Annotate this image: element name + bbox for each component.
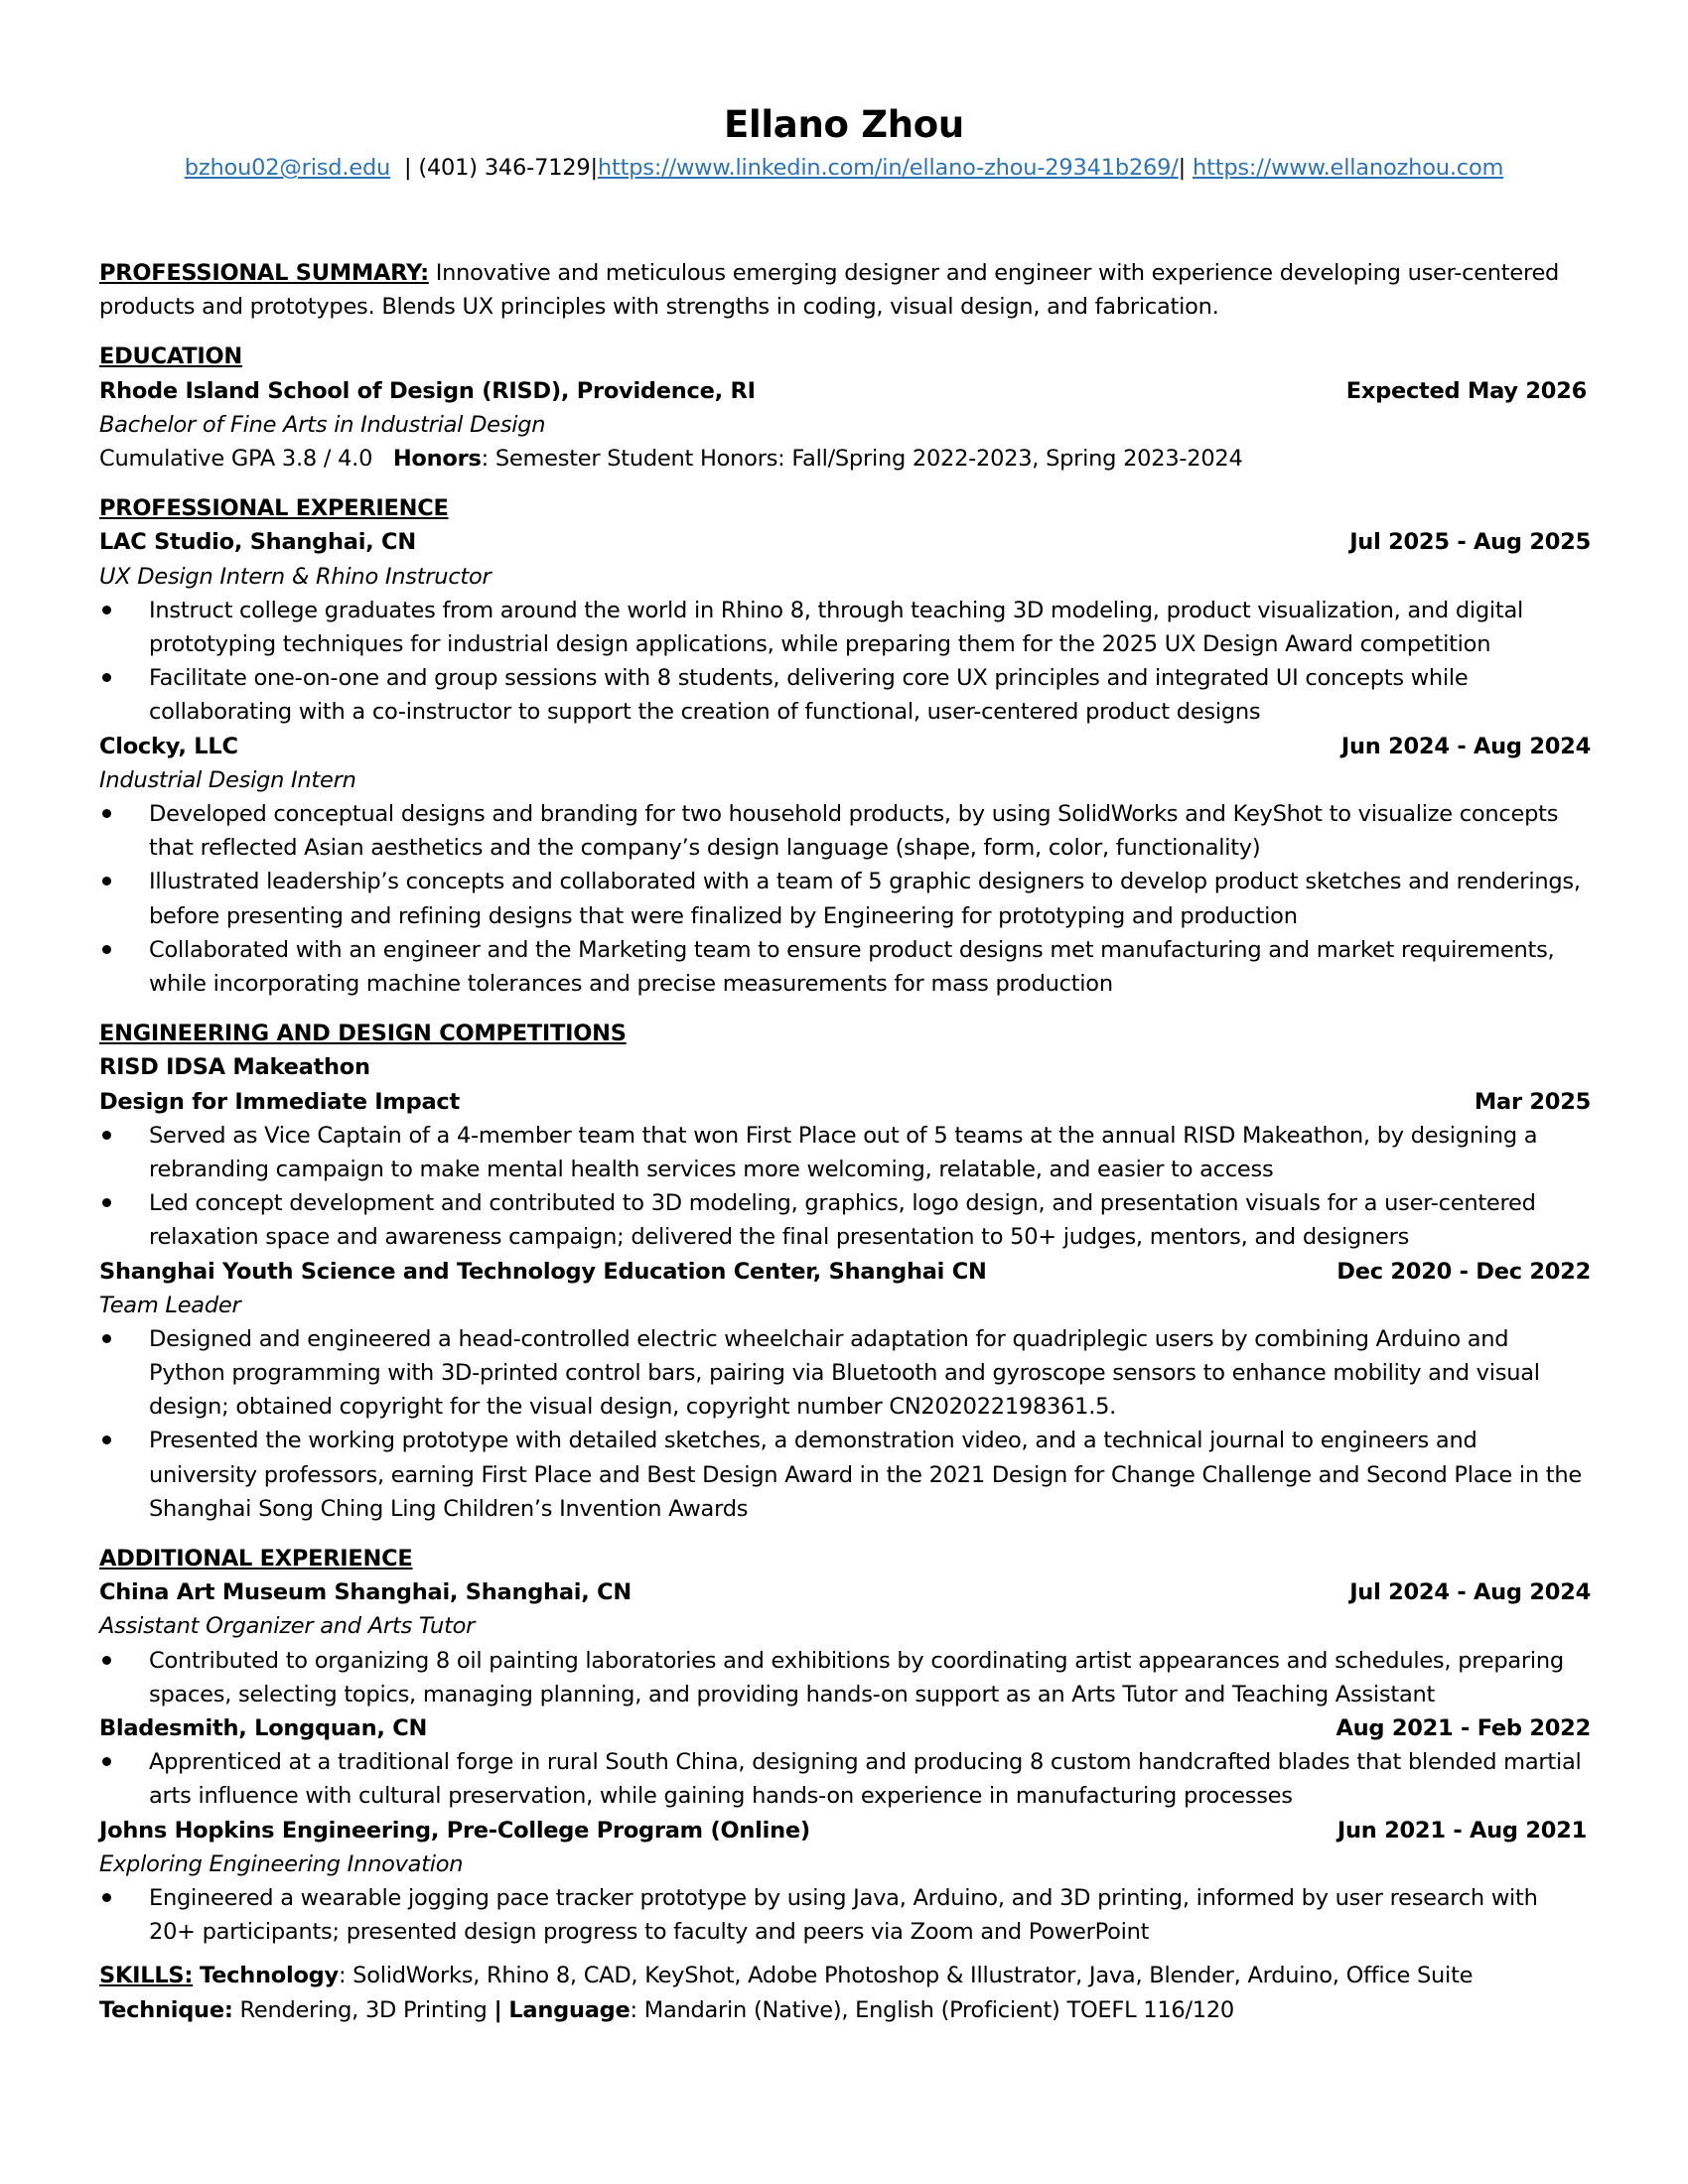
job-date: Jul 2025 - Aug 2025 (1349, 529, 1591, 556)
skills-separator: | (493, 1996, 502, 2023)
job-bullets (99, 1745, 1591, 1813)
bullet-item: Collaborated with an engineer and the Marketing team to ensure product designs met manufacturing and market requirements, while incorporating machine tolerances and precise measurements for mass production (99, 933, 1591, 1001)
job-org: Johns Hopkins Engineering, Pre-College Program (Online) (99, 1817, 810, 1843)
job-bullets (99, 797, 1591, 1001)
bullet-item: Contributed to organizing 8 oil painting laboratories and exhibitions by coordinating artist appearances and schedules, preparing spaces, selecting topics, managing planning, and providing hands-on support as an Arts Tutor and Teaching Assistant (99, 1644, 1591, 1711)
gpa: Cumulative GPA 3.8 / 4.0 (99, 445, 393, 472)
job-role: UX Design Intern & Rhino Instructor (99, 563, 492, 590)
contact-line (0, 155, 1688, 181)
bullet-item: Developed conceptual designs and branding for two household products, by using SolidWorks and KeyShot to visualize concepts that reflected Asian aesthetics and the company’s design language (shape, form, color, functionality) (99, 797, 1591, 865)
competition-header (99, 1255, 1591, 1289)
bullet-item: Served as Vice Captain of a 4-member team that won First Place out of 5 teams at the annual RISD Makeathon, by designing a rebranding campaign to make mental health services more welcoming, relatable, and easier to access (99, 1119, 1591, 1186)
language-label: Language (508, 1996, 631, 2023)
honors-text: : Semester Student Honors: Fall/Spring 2022-2023, Spring 2023-2024 (481, 445, 1243, 472)
job-header (99, 1711, 1591, 1745)
phone-text: | (401) 346-7129| (390, 155, 598, 181)
skills-row-1 (99, 1959, 1591, 1992)
candidate-name: Ellano Zhou (724, 103, 964, 146)
competition-bullets (99, 1119, 1591, 1255)
job-role: Industrial Design Intern (99, 766, 356, 793)
job-bullets (99, 1881, 1591, 1949)
job-date: Jun 2024 - Aug 2024 (1340, 733, 1591, 759)
technology-label: Technology (200, 1963, 339, 1989)
competition-title: Design for Immediate Impact (99, 1088, 460, 1115)
linkedin-link[interactable]: https://www.linkedin.com/in/ellano-zhou-29341b269/ (597, 155, 1179, 181)
job-bullets (99, 594, 1591, 730)
job-org: Clocky, LLC (99, 733, 238, 759)
additional-heading: ADDITIONAL EXPERIENCE (99, 1546, 413, 1572)
competition-makeathon (99, 1050, 1591, 1254)
job-header (99, 1814, 1591, 1847)
education-date: Expected May 2026 (1345, 377, 1587, 404)
competition-org: Shanghai Youth Science and Technology Education Center, Shanghai CN (99, 1258, 987, 1285)
education-heading: EDUCATION (99, 343, 242, 370)
competition-role: Team Leader (99, 1292, 241, 1318)
experience-heading: PROFESSIONAL EXPERIENCE (99, 495, 449, 522)
summary-section (99, 256, 1591, 324)
technology-text: : SolidWorks, Rhino 8, CAD, KeyShot, Adobe Photoshop & Illustrator, Java, Blender, Arduino, Office Suite (338, 1963, 1474, 1989)
technique-text: Rendering, 3D Printing (232, 1996, 494, 2023)
skills-label: SKILLS: (99, 1963, 194, 1989)
competition-bullets (99, 1322, 1591, 1526)
school-name: Rhode Island School of Design (RISD), Providence, RI (99, 377, 756, 404)
education-school-row (99, 374, 1591, 408)
bullet-item: Instruct college graduates from around the world in Rhino 8, through teaching 3D modeling, product visualization, and digital prototyping techniques for industrial design applications, while preparing them for the 2025 UX Design Award competition (99, 594, 1591, 661)
job-johns-hopkins (99, 1814, 1591, 1950)
bullet-item: Facilitate one-on-one and group sessions with 8 students, delivering core UX principles and integrated UI concepts while collaborating with a co-instructor to support the creation of functional, user-centered product designs (99, 661, 1591, 729)
job-header (99, 525, 1591, 559)
gpa-honors-row (99, 442, 1591, 476)
bullet-item: Apprenticed at a traditional forge in rural South China, designing and producing 8 custom handcrafted blades that blended martial arts influence with cultural preservation, while gaining hands-on experience in manufacturing processes (99, 1745, 1591, 1813)
job-org: Bladesmith, Longquan, CN (99, 1715, 428, 1742)
bullet-item: Designed and engineered a head-controlled electric wheelchair adaptation for quadriplegic users by combining Arduino and Python programming with 3D-printed control bars, pairing via Bluetooth and gyroscope sensors to enhance mobility and visual design; obtained copyright for the visual design, copyright number CN202022198361.5. (99, 1322, 1591, 1425)
contact-separator: | (1178, 155, 1194, 181)
summary-text: Innovative and meticulous emerging designer and engineer with experience developing user-centered products and prototypes. Blends UX principles with strengths in coding, visual design, and fabrication. (99, 260, 1560, 321)
job-role: Assistant Organizer and Arts Tutor (99, 1613, 476, 1640)
summary-label: PROFESSIONAL SUMMARY: (99, 260, 429, 286)
competition-shanghai (99, 1255, 1591, 1527)
bullet-item: Led concept development and contributed to 3D modeling, graphics, logo design, and presentation visuals for a user-centered relaxation space and awareness campaign; delivered the final presentation to 50+ judges, mentors, and designers (99, 1186, 1591, 1254)
resume-body (99, 256, 1591, 2027)
job-lac-studio (99, 525, 1591, 729)
email-link[interactable]: bzhou02@risd.edu (184, 155, 391, 181)
job-date: Jun 2021 - Aug 2021 (1336, 1817, 1587, 1843)
job-header (99, 1575, 1591, 1609)
job-date: Aug 2021 - Feb 2022 (1336, 1715, 1591, 1742)
skills-row-2 (99, 1993, 1591, 2027)
website-link[interactable]: https://www.ellanozhou.com (1193, 155, 1504, 181)
job-china-art-museum (99, 1575, 1591, 1711)
job-bladesmith (99, 1711, 1591, 1814)
competition-date: Dec 2020 - Dec 2022 (1336, 1258, 1591, 1285)
language-text: : Mandarin (Native), English (Proficient) TOEFL 116/120 (630, 1996, 1234, 2023)
job-date: Jul 2024 - Aug 2024 (1349, 1579, 1591, 1606)
job-org: LAC Studio, Shanghai, CN (99, 529, 416, 556)
competition-org: RISD IDSA Makeathon (99, 1054, 370, 1081)
job-bullets (99, 1644, 1591, 1711)
competition-date: Mar 2025 (1474, 1088, 1591, 1115)
honors-label: Honors (392, 445, 482, 472)
job-clocky (99, 730, 1591, 1002)
bullet-item: Presented the working prototype with detailed sketches, a demonstration video, and a technical journal to engineers and university professors, earning First Place and Best Design Award in the 2021 Design for Change Challenge and Second Place in the Shanghai Song Ching Ling Children’s Invention Awards (99, 1424, 1591, 1526)
bullet-item: Engineered a wearable jogging pace tracker prototype by using Java, Arduino, and 3D printing, informed by user research with 20+ participants; presented design progress to faculty and peers via Zoom and PowerPoint (99, 1881, 1591, 1949)
job-role: Exploring Engineering Innovation (99, 1850, 464, 1877)
job-org: China Art Museum Shanghai, Shanghai, CN (99, 1579, 632, 1606)
bullet-item: Illustrated leadership’s concepts and collaborated with a team of 5 graphic designers to develop product sketches and renderings, before presenting and refining designs that were finalized by Engineering for prototyping and production (99, 865, 1591, 932)
degree: Bachelor of Fine Arts in Industrial Design (99, 411, 546, 438)
competition-title-row (99, 1085, 1591, 1119)
competitions-heading: ENGINEERING AND DESIGN COMPETITIONS (99, 1021, 627, 1047)
technique-label: Technique: (99, 1996, 233, 2023)
job-header (99, 730, 1591, 763)
